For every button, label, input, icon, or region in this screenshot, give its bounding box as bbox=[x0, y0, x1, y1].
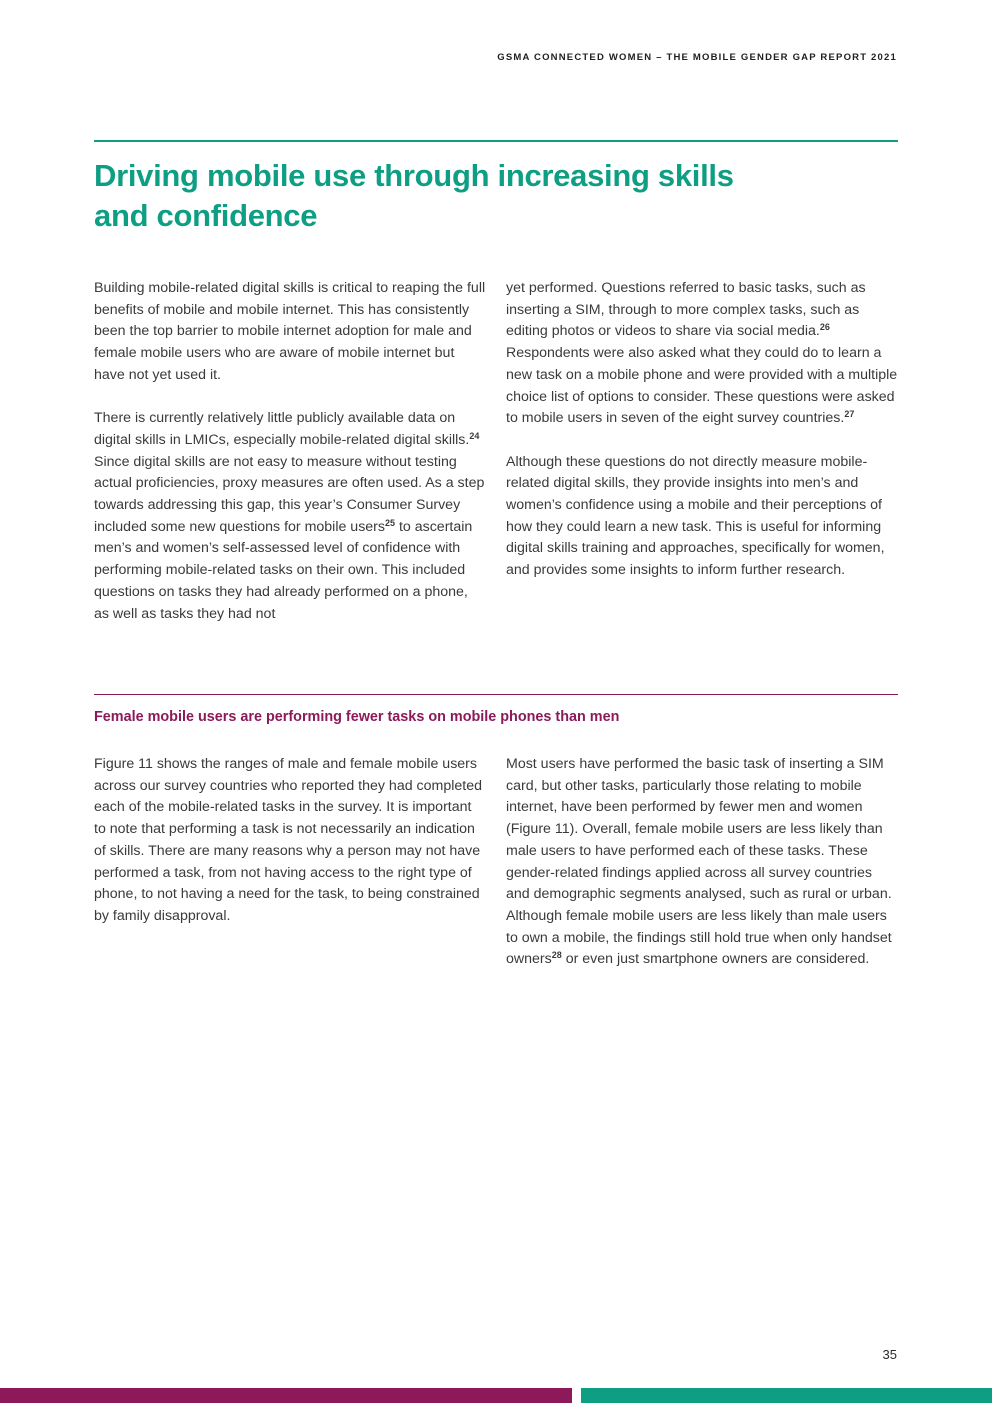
section-heading: Female mobile users are performing fewer tasks on mobile phones than men bbox=[94, 709, 620, 725]
page-title bbox=[94, 156, 794, 236]
footnote-ref-28[interactable]: 28 bbox=[551, 950, 562, 961]
text-run: Since digital skills are not easy to measure without testing actual proficiencies, proxy measures are often used. As a step towards addressing this gap, this year’s Consumer Survey included some new questions for mobile users bbox=[94, 453, 485, 535]
text-run: Respondents were also asked what they could do to learn a new task on a mobile phone and were provided with a multiple choice list of options to consider. These questions were asked to mobile users in seven of the eight survey countries. bbox=[506, 345, 898, 427]
footnote-ref-25[interactable]: 25 bbox=[385, 517, 396, 528]
section1-left-column bbox=[94, 278, 486, 625]
page-number: 35 bbox=[882, 1347, 897, 1362]
text-run: Most users have performed the basic task of inserting a SIM card, but other tasks, particularly those relating to mobile internet, have been performed by fewer men and women (Figure 11). Overall, female mobile users are less likely than male users to have performed each of these tasks. These gender-related findings applied across all survey countries and demographic segments analysed, such as rural or urban. Although female mobile users are less likely than male users to own a mobile, the findings still hold true when only handset owners bbox=[506, 756, 892, 968]
text-run: yet performed. Questions referred to basic tasks, such as inserting a SIM, through to more complex tasks, such as editing photos or videos to share via social media. bbox=[506, 280, 866, 340]
text-run: or even just smartphone owners are considered. bbox=[561, 951, 870, 968]
footnote-ref-26[interactable]: 26 bbox=[819, 322, 830, 333]
paragraph bbox=[506, 754, 898, 971]
section1-right-column bbox=[506, 278, 898, 582]
text-run: There is currently relatively little publicly available data on digital skills in LMICs, especially mobile-related digital skills. bbox=[94, 410, 470, 448]
paragraph bbox=[506, 278, 898, 430]
footnote-ref-24[interactable]: 24 bbox=[469, 430, 480, 441]
paragraph: Although these questions do not directly measure mobile-related digital skills, they provide insights into men’s and women’s confidence using a mobile and their perceptions of how they could learn a new task. This is useful for informing digital skills training and approaches, specifically for women, and provides some insights to inform further research. bbox=[506, 453, 885, 579]
text-run: to ascertain men’s and women’s self-assessed level of confidence with performing mobile-related tasks on their own. This included questions on tasks they had already performed on a phone, as well as tasks they had not bbox=[94, 518, 473, 622]
footer-bar-magenta bbox=[0, 1388, 572, 1403]
footnote-ref-27[interactable]: 27 bbox=[844, 409, 855, 420]
running-header: GSMA CONNECTED WOMEN – THE MOBILE GENDER GAP REPORT 2021 bbox=[497, 52, 897, 63]
page-title-line1: Driving mobile use through increasing skills bbox=[94, 158, 734, 193]
footer-bar-teal bbox=[581, 1388, 992, 1403]
paragraph: Building mobile-related digital skills is critical to reaping the full benefits of mobile and mobile internet. This has consistently been the top barrier to mobile internet adoption for male and female mobile users who are aware of mobile internet but have not yet used it. bbox=[94, 280, 486, 383]
paragraph bbox=[94, 408, 486, 625]
page-title-line2: and confidence bbox=[94, 198, 318, 233]
section-divider bbox=[94, 694, 898, 695]
paragraph: Figure 11 shows the ranges of male and female mobile users across our survey countries who reported they had completed each of the mobile-related tasks in the survey. It is important to note that performing a task is not necessarily an indication of skills. There are many reasons why a person may not have performed a task, from not having access to the right type of phone, to not having a need for the task, to being constrained by family disapproval. bbox=[94, 756, 482, 924]
title-divider bbox=[94, 140, 898, 142]
section2-left-column bbox=[94, 754, 486, 928]
section2-right-column bbox=[506, 754, 898, 971]
